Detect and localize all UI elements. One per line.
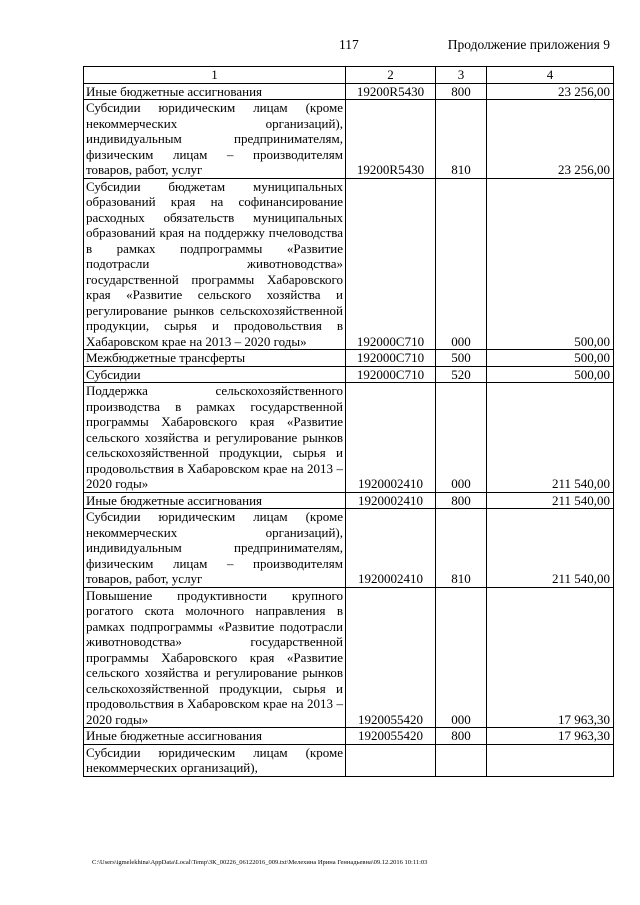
column-header: 1 xyxy=(84,67,346,84)
row-amount: 23 256,00 xyxy=(487,100,614,179)
row-amount xyxy=(487,744,614,776)
table-row xyxy=(84,492,614,509)
row-target-code: 1920002410 xyxy=(346,492,436,509)
row-target-code: 1920002410 xyxy=(346,383,436,493)
row-expense-type: 810 xyxy=(436,509,487,588)
table-row xyxy=(84,178,614,350)
row-expense-type: 000 xyxy=(436,587,487,728)
row-expense-type: 500 xyxy=(436,350,487,367)
row-expense-type: 800 xyxy=(436,83,487,100)
row-target-code: 1920002410 xyxy=(346,509,436,588)
table-row xyxy=(84,728,614,745)
column-header: 3 xyxy=(436,67,487,84)
row-amount: 500,00 xyxy=(487,366,614,383)
row-target-code xyxy=(346,744,436,776)
budget-table xyxy=(83,66,614,777)
row-amount: 211 540,00 xyxy=(487,492,614,509)
table-row xyxy=(84,587,614,728)
row-description: Иные бюджетные ассигнования xyxy=(84,83,346,100)
table-row xyxy=(84,509,614,588)
row-description: Субсидии юридическим лицам (кроме некоммерческих организаций), xyxy=(84,744,346,776)
row-amount: 211 540,00 xyxy=(487,383,614,493)
row-amount: 17 963,30 xyxy=(487,728,614,745)
row-expense-type: 000 xyxy=(436,178,487,350)
row-description: Субсидии xyxy=(84,366,346,383)
continuation-label: Продолжение приложения 9 xyxy=(447,37,610,52)
table-header-row xyxy=(84,67,614,84)
row-amount: 23 256,00 xyxy=(487,83,614,100)
table-row xyxy=(84,83,614,100)
row-target-code: 19200R5430 xyxy=(346,83,436,100)
row-amount: 17 963,30 xyxy=(487,587,614,728)
row-target-code: 1920055420 xyxy=(346,728,436,745)
row-amount: 500,00 xyxy=(487,178,614,350)
table-row xyxy=(84,383,614,493)
row-target-code: 1920055420 xyxy=(346,587,436,728)
row-description: Поддержка сельскохозяйственного производства в рамках государственной программы Хабаровского края «Развитие сельского хозяйства и регулирование рынков сельскохозяйственной продукции, сырья и продовольствия в Хабаровском крае на 2013 – 2020 годы» xyxy=(84,383,346,493)
page-number: 117 xyxy=(339,37,359,52)
table-row xyxy=(84,350,614,367)
row-description: Субсидии юридическим лицам (кроме некоммерческих организаций), индивидуальным предпринимателям, физическим лицам – производителям товаров, работ, услуг xyxy=(84,100,346,179)
row-amount: 211 540,00 xyxy=(487,509,614,588)
row-amount: 500,00 xyxy=(487,350,614,367)
row-expense-type: 520 xyxy=(436,366,487,383)
row-description: Субсидии бюджетам муниципальных образований края на софинансирование расходных обязательств муниципальных образований края на поддержку пчеловодства в рамках подпрограммы «Развитие подотрасли животноводства» государственной программы Хабаровского края «Развитие сельского хозяйства и регулирование рынков сельскохозяйственной продукции, сырья и продовольствия в Хабаровском крае на 2013 – 2020 годы» xyxy=(84,178,346,350)
table-row xyxy=(84,744,614,776)
row-expense-type: 000 xyxy=(436,383,487,493)
document-path-footer: C:\Users\igmelekhina\AppData\Local\Temp\ЗК_00226_06122016_009.txt\Мелехина Ирина Геннадьевна\09.12.2016 10:11:03 xyxy=(92,859,428,866)
row-description: Иные бюджетные ассигнования xyxy=(84,728,346,745)
row-description: Субсидии юридическим лицам (кроме некоммерческих организаций), индивидуальным предпринимателям, физическим лицам – производителям товаров, работ, услуг xyxy=(84,509,346,588)
row-description: Межбюджетные трансферты xyxy=(84,350,346,367)
row-expense-type xyxy=(436,744,487,776)
row-description: Повышение продуктивности крупного рогатого скота молочного направления в рамках подпрограммы «Развитие подотрасли животноводства» государственной программы Хабаровского края «Развитие сельского хозяйства и регулирование рынков сельскохозяйственной продукции, сырья и продовольствия в Хабаровском крае на 2013 – 2020 годы» xyxy=(84,587,346,728)
row-target-code: 192000C710 xyxy=(346,178,436,350)
row-description: Иные бюджетные ассигнования xyxy=(84,492,346,509)
column-header: 4 xyxy=(487,67,614,84)
row-target-code: 19200R5430 xyxy=(346,100,436,179)
row-expense-type: 810 xyxy=(436,100,487,179)
row-expense-type: 800 xyxy=(436,728,487,745)
table-row xyxy=(84,366,614,383)
table-row xyxy=(84,100,614,179)
row-target-code: 192000C710 xyxy=(346,366,436,383)
row-expense-type: 800 xyxy=(436,492,487,509)
row-target-code: 192000C710 xyxy=(346,350,436,367)
column-header: 2 xyxy=(346,67,436,84)
